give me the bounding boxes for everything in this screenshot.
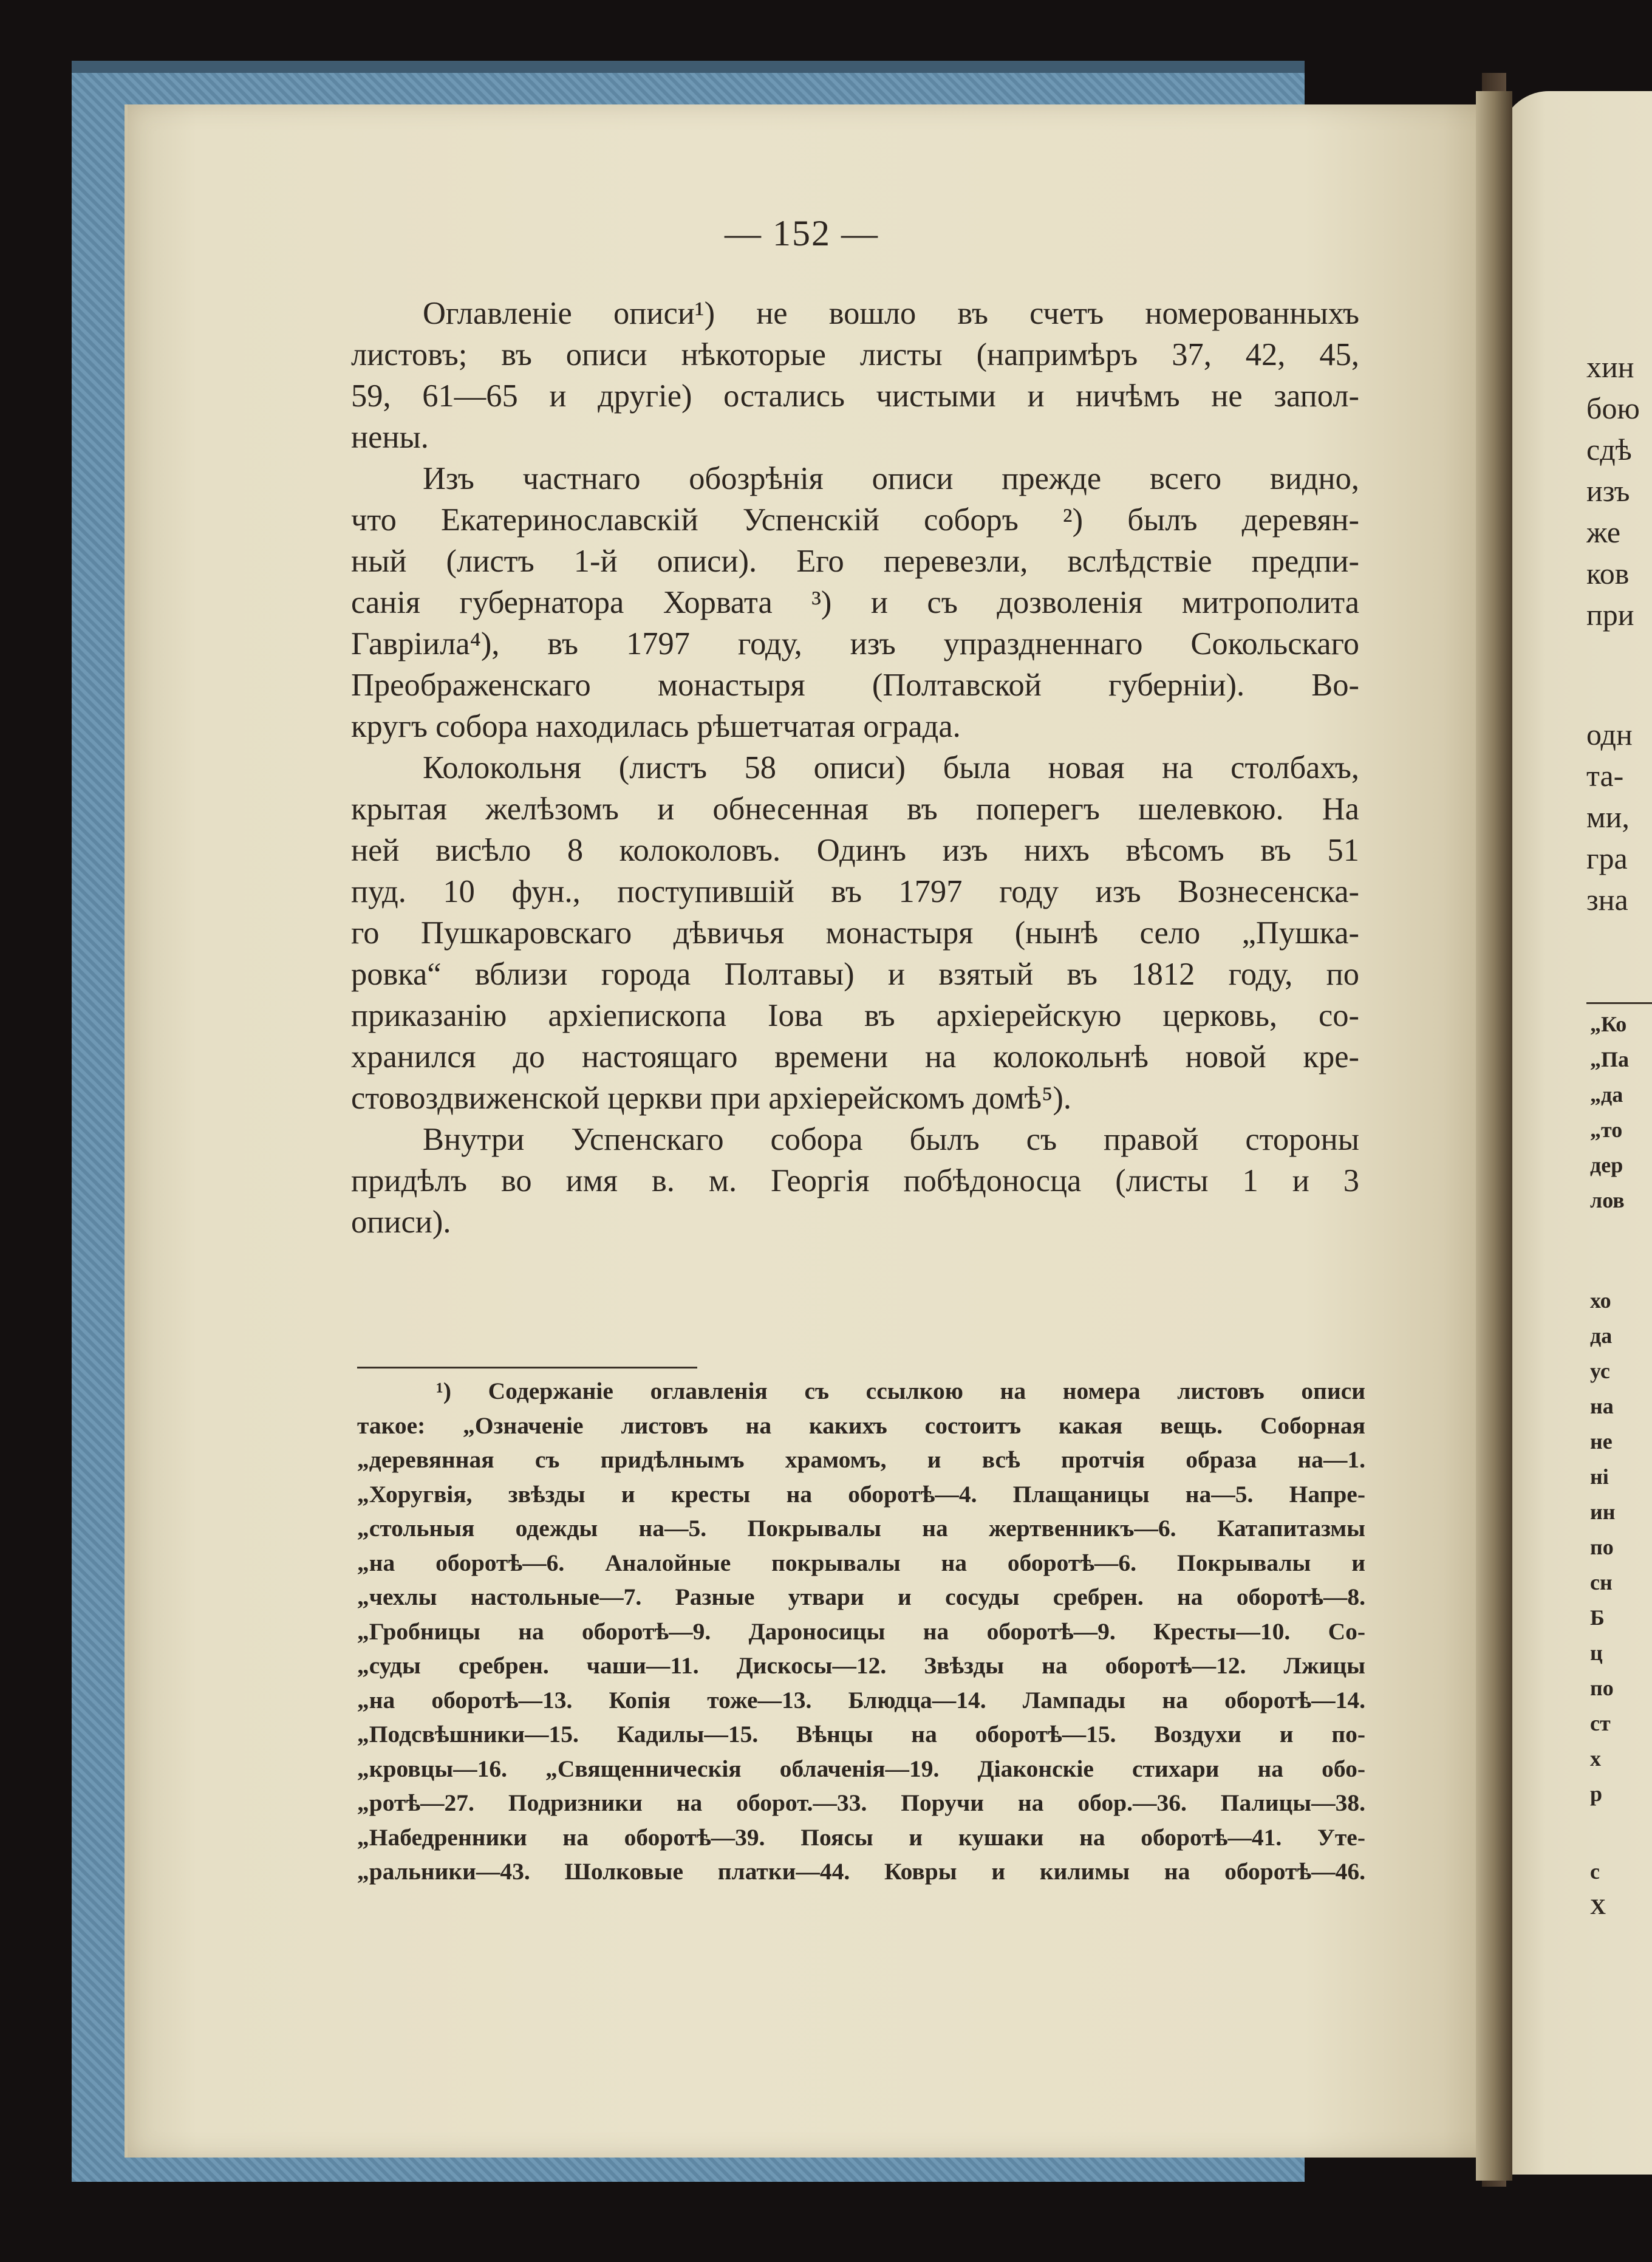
- text-line: 59, 61—65 и другіе) остались чистыми и ничѣмъ не запол-: [351, 378, 1359, 414]
- footnote-line: ¹) Содержаніе оглавленія съ ссылкою на номера листовъ описи: [436, 1378, 1365, 1404]
- text-line: ный (листъ 1-й описи). Его перевезли, вслѣдствіе предпи-: [351, 544, 1359, 579]
- right-fragment-line: при: [1586, 598, 1634, 632]
- right-fragment-line: „Ко: [1590, 1012, 1627, 1036]
- right-fragment-line: же: [1586, 515, 1621, 549]
- text-line: Оглавленіе описи¹) не вошло въ счетъ номерованныхъ: [423, 296, 1359, 331]
- footnote-line: такое: „Означеніе листовъ на какихъ состоитъ какая вещь. Соборная: [357, 1412, 1365, 1439]
- text-line: Изъ частнаго обозрѣнія описи прежде всего видно,: [423, 461, 1359, 496]
- text-line: Преображенскаго монастыря (Полтавской губерніи). Во-: [351, 668, 1359, 703]
- page-number: — 152 —: [725, 213, 879, 253]
- footnote-line: „ральники—43. Шолковые платки—44. Ковры и килимы на оборотѣ—46.: [357, 1858, 1365, 1885]
- right-fragment-line: по: [1590, 1676, 1614, 1700]
- text-line: ровка“ вблизи города Полтавы) и взятый въ 1812 году, по: [351, 957, 1359, 992]
- right-fragment-line: Б: [1590, 1605, 1605, 1630]
- text-line: стовоздвиженской церкви при архіерейскомъ домѣ⁵).: [351, 1081, 1072, 1116]
- right-fragment-line: „да: [1590, 1082, 1623, 1107]
- text-line: Колокольня (листъ 58 описи) была новая на столбахъ,: [423, 750, 1359, 785]
- right-fragment-line: на: [1590, 1394, 1614, 1418]
- text-line: пуд. 10 фун., поступившій въ 1797 году изъ Вознесенска-: [351, 874, 1359, 909]
- right-fragment-line: хо: [1590, 1288, 1611, 1313]
- footnote-line: „Гробницы на оборотѣ—9. Дароносицы на оборотѣ—9. Кресты—10. Со-: [357, 1618, 1365, 1645]
- footnotes: [357, 1374, 1365, 1889]
- right-fragment-line: да: [1590, 1324, 1613, 1348]
- right-fragment-line: ков: [1586, 556, 1630, 590]
- right-fragment-line: ц: [1590, 1641, 1603, 1665]
- right-footnote-divider: [1586, 1002, 1652, 1004]
- right-fragment-line: „Па: [1590, 1047, 1630, 1071]
- right-fragment-line: ст: [1590, 1711, 1611, 1735]
- text-line: нены.: [351, 420, 429, 455]
- right-fragment-line: изъ: [1586, 474, 1630, 508]
- right-page-text-top: [1586, 346, 1652, 635]
- body-text: [351, 293, 1359, 1243]
- text-line: что Екатеринославскій Успенскій соборъ ²) былъ деревян-: [351, 502, 1359, 538]
- right-fragment-line: гра: [1586, 841, 1628, 875]
- text-line: кругъ собора находилась рѣшетчатая ограда.: [351, 709, 961, 744]
- right-fragment-line: сдѣ: [1586, 432, 1632, 466]
- text-line: придѣлъ во имя в. м. Георгія побѣдоносца (листы 1 и 3: [351, 1163, 1359, 1198]
- footnote-line: „Хоругвія, звѣзды и кресты на оборотѣ—4. Плащаницы на—5. Напре-: [357, 1480, 1365, 1508]
- right-fragment-line: ус: [1590, 1359, 1610, 1383]
- right-fragment-line: р: [1590, 1782, 1603, 1806]
- footnote-line: „Набедренники на оборотѣ—39. Поясы и кушаки на оборотѣ—41. Уте-: [357, 1823, 1365, 1851]
- text-line: крытая желѣзомъ и обнесенная въ поперегъ шелевкою. На: [351, 791, 1359, 827]
- footnote-line: „на оборотѣ—13. Копія тоже—13. Блюдца—14. Лампады на оборотѣ—14.: [357, 1686, 1365, 1714]
- right-fragment-line: Х: [1590, 1895, 1606, 1919]
- text-line: Внутри Успенскаго собора былъ съ правой стороны: [423, 1122, 1359, 1157]
- right-fragment-line: по: [1590, 1535, 1614, 1559]
- text-line: приказанію архіепископа Іова въ архіерейскую церковь, со-: [351, 998, 1359, 1033]
- right-fragment-line: ин: [1590, 1500, 1616, 1524]
- book-gutter: [1476, 91, 1512, 2181]
- footnote-line: „кровцы—16. „Священническія облаченія—19. Діаконскіе стихари на обо-: [357, 1755, 1365, 1782]
- right-fragment-line: лов: [1590, 1188, 1625, 1212]
- right-fragment-line: сн: [1590, 1570, 1613, 1594]
- right-fragment-line: одн: [1586, 717, 1633, 751]
- right-fragment-line: дер: [1590, 1153, 1623, 1177]
- text-line: санія губернатора Хорвата ³) и съ дозволенія митрополита: [351, 585, 1359, 620]
- footnote-line: „Подсвѣшники—15. Кадилы—15. Вѣнцы на оборотѣ—15. Воздухи и по-: [357, 1721, 1365, 1748]
- right-page-notes-b: [1590, 1288, 1652, 1816]
- footnote-line: „суды сребрен. чаши—11. Дискосы—12. Звѣзды на оборотѣ—12. Лжицы: [357, 1652, 1365, 1679]
- footnote-divider: [357, 1367, 697, 1368]
- footnote-line: „чехлы настольные—7. Разные утвари и сосуды сребрен. на оборотѣ—8.: [357, 1584, 1365, 1610]
- footnote-line: „ротѣ—27. Подризники на оборот.—33. Поручи на обор.—36. Палицы—38.: [357, 1789, 1365, 1816]
- right-fragment-line: бою: [1586, 391, 1640, 425]
- text-line: ней висѣло 8 колоколовъ. Одинъ изъ нихъ вѣсомъ въ 51: [351, 833, 1359, 868]
- right-fragment-line: ми,: [1586, 800, 1630, 834]
- right-fragment-line: х: [1590, 1746, 1601, 1771]
- cover-shadow: [72, 61, 1305, 73]
- text-line: листовъ; въ описи нѣкоторые листы (напримѣръ 37, 42, 45,: [351, 337, 1359, 372]
- text-line: описи).: [351, 1204, 451, 1240]
- right-fragment-line: „то: [1590, 1118, 1623, 1142]
- right-page-notes-a: [1590, 1011, 1652, 1223]
- right-page-text-mid: [1586, 714, 1652, 920]
- footnote-line: „стольныя одежды на—5. Покрывалы на жертвенникъ—6. Катапитазмы: [357, 1515, 1365, 1542]
- right-fragment-line: с: [1590, 1859, 1600, 1884]
- text-line: го Пушкаровскаго дѣвичья монастыря (нынѣ село „Пушка-: [351, 915, 1359, 951]
- right-fragment-line: хин: [1586, 350, 1634, 384]
- footnote-line: „на оборотѣ—6. Аналойные покрывалы на оборотѣ—6. Покрывалы и: [357, 1549, 1365, 1576]
- right-fragment-line: зна: [1586, 883, 1628, 917]
- right-fragment-line: не: [1590, 1429, 1613, 1454]
- text-line: хранился до настоящаго времени на колокольнѣ новой кре-: [351, 1039, 1359, 1075]
- right-fragment-line: та-: [1586, 759, 1624, 793]
- footnote-line: „деревянная съ придѣлнымъ храмомъ, и всѣ протчія образа на—1.: [357, 1446, 1365, 1473]
- text-line: Гавріила⁴), въ 1797 году, изъ упраздненнаго Сокольскаго: [351, 626, 1359, 661]
- right-fragment-line: ні: [1590, 1464, 1609, 1489]
- right-page-notes-c: [1590, 1859, 1652, 1929]
